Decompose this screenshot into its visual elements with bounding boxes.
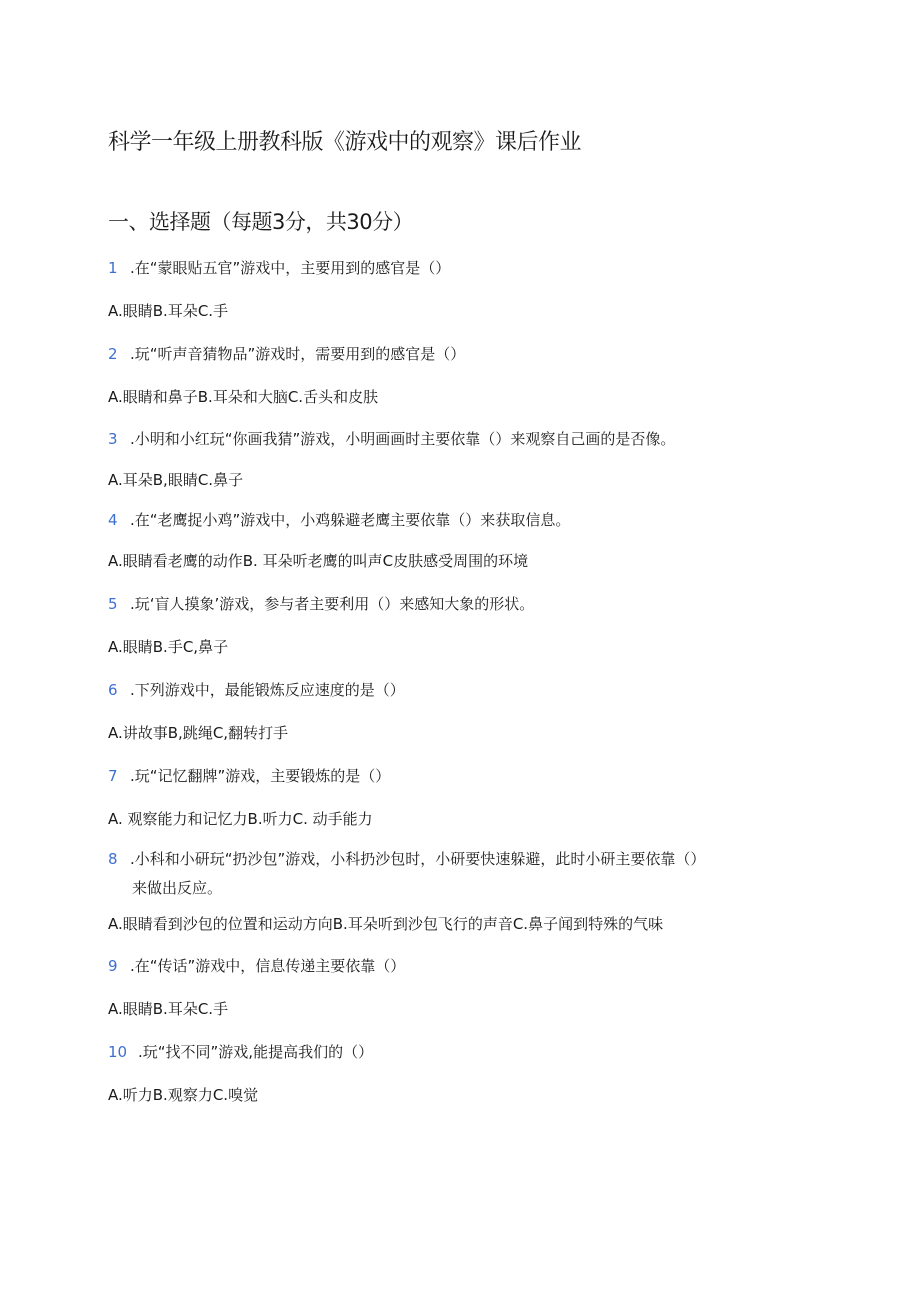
- options-7: A. 观察能力和记忆力B.听力C. 动手能力: [108, 810, 373, 828]
- question-number: 6: [108, 681, 118, 699]
- question-number: 10: [108, 1043, 128, 1061]
- question-number: 3: [108, 430, 118, 448]
- question-8-continuation: 来做出反应。: [132, 879, 223, 897]
- question-number: 2: [108, 345, 118, 363]
- options-5: A.眼睛B.手C,鼻子: [108, 638, 229, 656]
- options-8: A.眼睛看到沙包的位置和运动方向B.耳朵听到沙包飞行的声音C.鼻子闻到特殊的气味: [108, 915, 664, 933]
- question-text: .玩“找不同”游戏,能提高我们的（）: [138, 1043, 374, 1061]
- question-text: .玩“记忆翻牌”游戏，主要锻炼的是（）: [130, 767, 391, 785]
- section-title: 一、选择题（每题3分，共30分）: [108, 210, 414, 234]
- question-7: [108, 765, 390, 787]
- question-number: 7: [108, 767, 118, 785]
- options-1: A.眼睛B.耳朵C.手: [108, 302, 229, 320]
- question-8: [108, 848, 705, 870]
- options-6: A.讲故事B,跳绳C,翻转打手: [108, 724, 289, 742]
- question-10: [108, 1041, 373, 1063]
- options-4: A.眼睛看老鹰的动作B. 耳朵听老鹰的叫声C皮肤感受周围的环境: [108, 552, 529, 570]
- question-3: [108, 428, 675, 450]
- options-10: A.听力B.观察力C.嗅觉: [108, 1086, 259, 1104]
- question-text: .在“蒙眼贴五官”游戏中，主要用到的感官是（）: [130, 259, 451, 277]
- document-title: 科学一年级上册教科版《游戏中的观察》课后作业: [108, 130, 582, 155]
- question-number: 8: [108, 850, 118, 868]
- question-text: .玩“听声音猜物品”游戏时，需要用到的感官是（）: [130, 345, 466, 363]
- question-9: [108, 955, 405, 977]
- question-number: 9: [108, 957, 118, 975]
- question-5: [108, 593, 534, 615]
- question-number: 5: [108, 595, 118, 613]
- options-3: A.耳朵B,眼睛C.鼻子: [108, 471, 244, 489]
- question-6: [108, 679, 405, 701]
- options-2: A.眼睛和鼻子B.耳朵和大脑C.舌头和皮肤: [108, 388, 379, 406]
- question-text: .小科和小研玩“扔沙包”游戏，小科扔沙包时，小研要快速躲避，此时小研主要依靠（）: [130, 850, 706, 868]
- question-text: .在“老鹰捉小鸡”游戏中，小鸡躲避老鹰主要依靠（）来获取信息。: [130, 511, 571, 529]
- question-4: [108, 509, 570, 531]
- question-1: [108, 257, 450, 279]
- question-number: 4: [108, 511, 118, 529]
- question-2: [108, 343, 465, 365]
- question-text: .下列游戏中，最能锻炼反应速度的是（）: [130, 681, 405, 699]
- question-number: 1: [108, 259, 118, 277]
- question-text: .玩‘盲人摸象’游戏，参与者主要利用（）来感知大象的形状。: [130, 595, 535, 613]
- question-text: .小明和小红玩“你画我猜”游戏，小明画画时主要依靠（）来观察自己画的是否像。: [130, 430, 676, 448]
- question-text: .在“传话”游戏中，信息传递主要依靠（）: [130, 957, 406, 975]
- options-9: A.眼睛B.耳朵C.手: [108, 1000, 229, 1018]
